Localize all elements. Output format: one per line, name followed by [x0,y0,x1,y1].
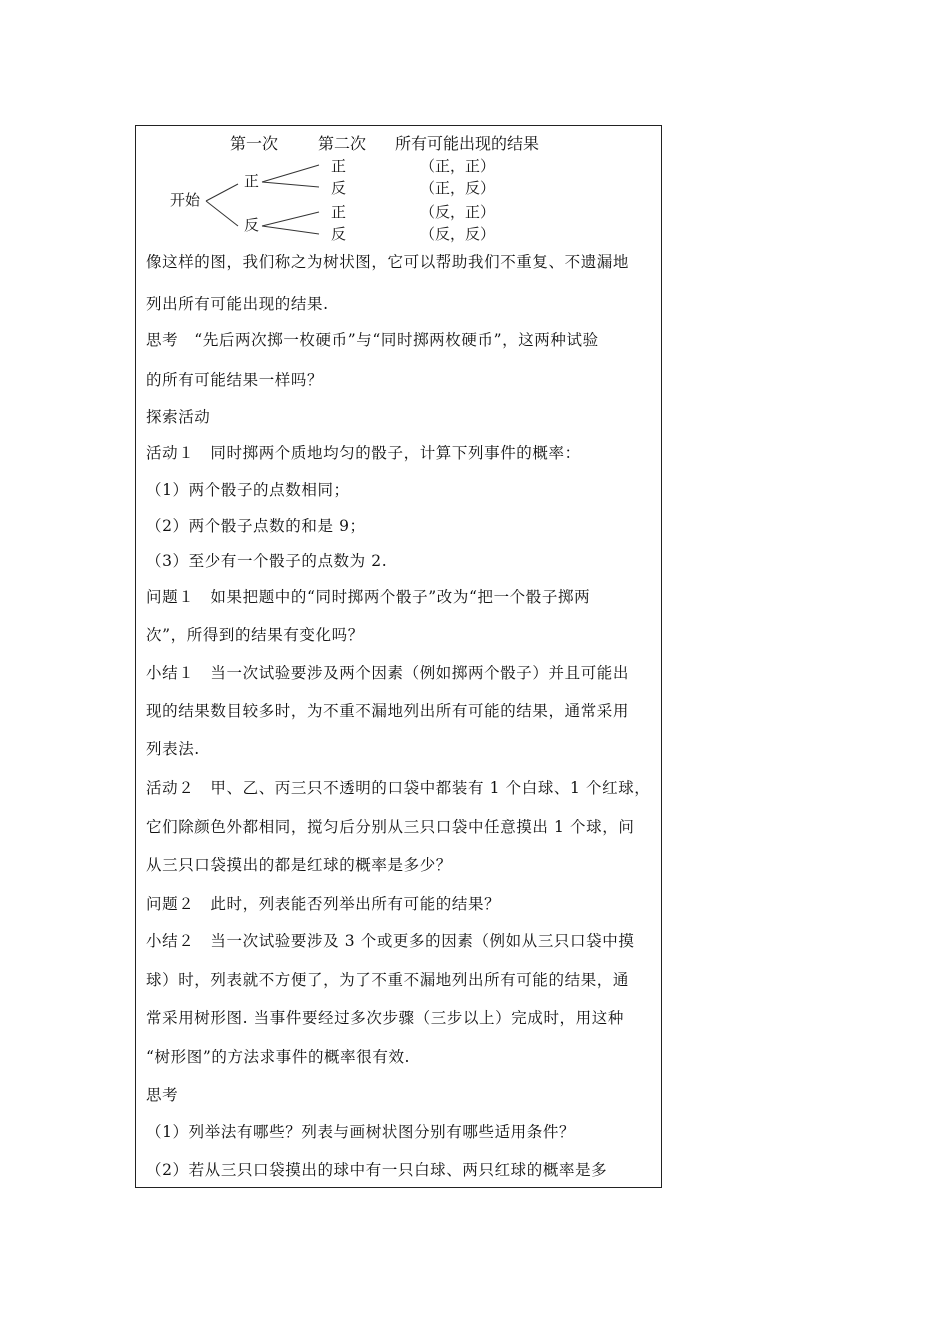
text-line: 列表法. [146,740,200,758]
text-line: （1）列举法有哪些？列表与画树状图分别有哪些适用条件？ [146,1123,576,1141]
section-heading: 思考 [146,1086,179,1104]
text-line: 小结１ 当一次试验要涉及两个因素（例如掷两个骰子）并且可能出 [146,664,630,682]
text-line: 思考 “先后两次掷一枚硬币”与“同时掷两枚硬币”，这两种试验 [146,331,599,349]
text-line: 像这样的图，我们称之为树状图，它可以帮助我们不重复、不遗漏地 [146,253,630,271]
result-2: （正，反） [420,179,496,197]
text-line: 它们除颜色外都相同，搅匀后分别从三只口袋中任意摸出 1 个球，问 [146,818,635,836]
branch-heads-to-heads [262,165,319,182]
header-all-results: 所有可能出现的结果 [395,134,540,153]
text-line: 列出所有可能出现的结果. [146,295,329,313]
text-line: （2）若从三只口袋摸出的球中有一只白球、两只红球的概率是多 [146,1161,608,1179]
text-line: （1）两个骰子的点数相同； [146,481,350,499]
header-second-toss: 第二次 [318,134,367,153]
text-line: 的所有可能结果一样吗？ [146,371,324,389]
text-line: 次”，所得到的结果有变化吗？ [146,626,364,644]
text-line: 问题２ 此时，列表能否列举出所有可能的结果？ [146,895,501,913]
second-node-4: 反 [331,225,347,243]
text-line: 活动１ 同时掷两个质地均匀的骰子，计算下列事件的概率： [146,444,581,462]
tree-start-node: 开始 [170,191,201,209]
tree-diagram [136,126,663,248]
second-node-1: 正 [331,157,347,175]
first-node-heads: 正 [244,172,260,190]
document-frame [135,125,662,1188]
result-1: （正，正） [420,157,496,175]
text-line: 从三只口袋摸出的都是红球的概率是多少？ [146,856,452,874]
branch-tails-to-heads [262,212,319,226]
second-node-3: 正 [331,203,347,221]
text-line: 小结２ 当一次试验要涉及 3 个或更多的因素（例如从三只口袋中摸 [146,932,635,950]
text-line: 活动２ 甲、乙、丙三只不透明的口袋中都装有 1 个白球、1 个红球， [146,779,651,797]
header-first-toss: 第一次 [230,134,279,153]
branch-heads-to-tails [262,182,319,187]
text-line: 常采用树形图. 当事件要经过多次步骤（三步以上）完成时，用这种 [146,1009,624,1027]
text-line: “树形图”的方法求事件的概率很有效. [146,1048,411,1066]
second-node-2: 反 [331,179,347,197]
result-3: （反，正） [420,203,496,221]
first-node-tails: 反 [244,216,260,234]
text-line: 球）时，列表就不方便了，为了不重不漏地列出所有可能的结果，通 [146,971,630,989]
branch-start-to-heads [206,184,238,201]
text-line: （3）至少有一个骰子的点数为 2. [146,552,388,570]
branch-start-to-tails [206,201,238,226]
text-line: 现的结果数目较多时，为不重不漏地列出所有可能的结果，通常采用 [146,702,630,720]
branch-tails-to-tails [262,226,319,234]
section-heading: 探索活动 [146,408,211,426]
text-line: 问题１ 如果把题中的“同时掷两个骰子”改为“把一个骰子掷两 [146,588,591,606]
text-line: （2）两个骰子点数的和是 9； [146,517,366,535]
result-4: （反，反） [420,225,496,243]
